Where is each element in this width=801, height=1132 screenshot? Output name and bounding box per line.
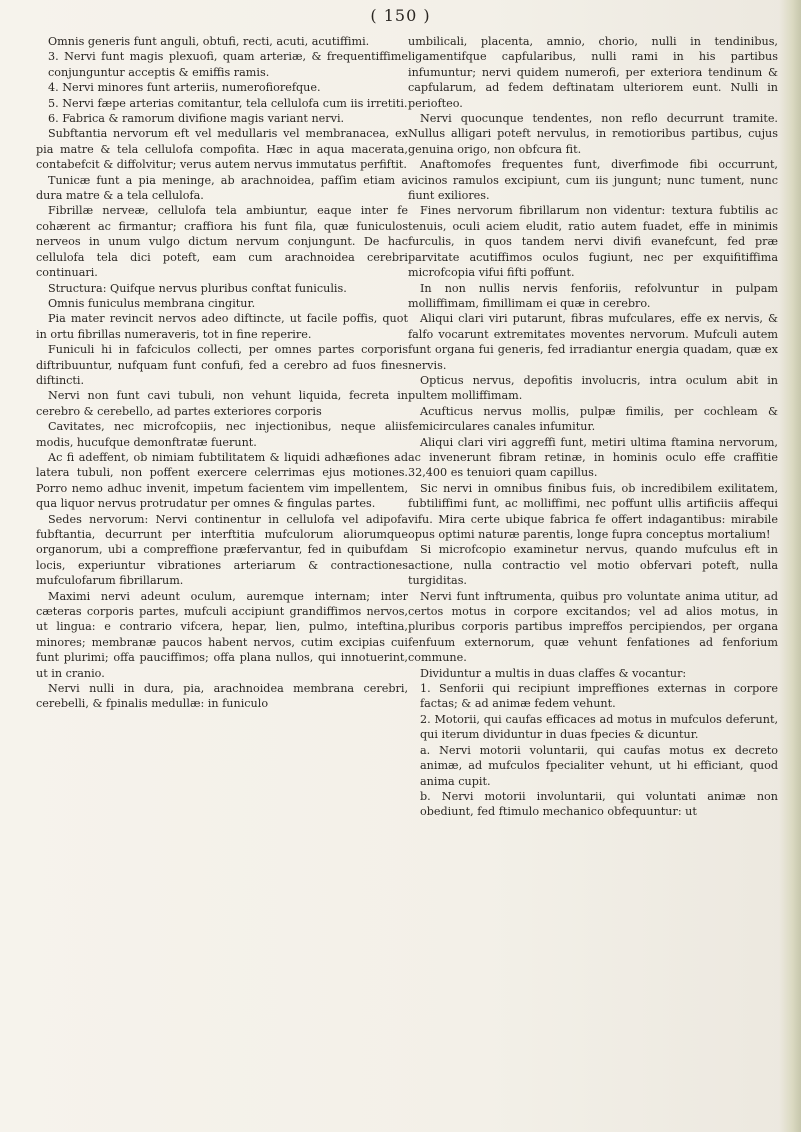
page-edge-shadow [779,0,801,1132]
paragraph: Fines nervorum fibrillarum non videntur: textura fubtilis ac tenuis, oculi aciem eludit, ratio autem fuadet, effe in minimis furculis, in quos tandem nervi divifi evanefcunt, fed præ parvitate acutiffimos oculos fugiunt, nec per exquifitiffima microfcopia vifui fifti poffunt. [408,204,778,280]
paragraph: 6. Fabrica & ramorum divifione magis variant nervi. [48,112,345,126]
paragraph: umbilicali, placenta, amnio, chorio, nulli in tendinibus, ligamentifque capfularibus, nulli rami in his partibus infumuntur; nervi quidem numerofi, per exteriora tendinum & capfularum, ad fedem deftinatam ulteriorem eunt. Nulli in periofteo. [408,35,778,110]
paragraph: 5. Nervi fæpe arterias comitantur, tela cellulofa cum iis irretiti. [48,96,408,110]
paragraph: 3. Nervi funt magis plexuofi, quam arteriæ, & frequentiffime conjunguntur acceptis & emiffis ramis. [48,50,408,79]
paragraph: Nervi nulli in dura, pia, arachnoidea membrana cerebri, cerebelli, & fpinalis medullæ: in funiculo [36,682,408,711]
paragraph: Pia mater revincit nervos adeo diftincte, ut facile poffis, quot in ortu fibrillas numeraveris, tot in fine reperire. [36,312,408,341]
paragraph: Funiculi hi in fafciculos collecti, per omnes partes corporis diftribuuntur, nufquam funt confufi, fed a cerebro ad fuos fines diftincti. [36,343,408,387]
paragraph: 4. Nervi minores funt arteriis, numerofiorefque. [48,81,321,95]
paragraph: Fibrillæ nerveæ, cellulofa tela ambiuntur, eaque inter fe cohærent ac firmantur; craffiora his funt fila, quæ funiculos nerveos in unum vulgo dictum nervum conjungunt. De hac cellulofa tela dici poteft, eam cum arachnoidea cerebri continuari. [36,204,408,280]
paragraph: 1. Senforii qui recipiunt impreffiones externas in corpore factas; & ad animæ fedem vehunt. [420,682,778,711]
paragraph: Aliqui clari viri putarunt, fibras mufculares, effe ex nervis, & falfo vocarunt extremitates moventes nervorum. Mufculi autem funt organa fui generis, fed irradiantur energia quadam, quæ ex nervis. [408,312,778,372]
paragraph: Structura: Quifque nervus pluribus conftat funiculis. [48,281,347,295]
paragraph: Acufticus nervus mollis, pulpæ fimilis, per cochleam & femicirculares canales infumitur. [408,404,778,434]
paragraph: b. Nervi motorii involuntarii, qui voluntati animæ non obediunt, fed ftimulo mechanico obfequuntur: ut [420,789,778,819]
page-number: ( 150 ) [370,6,431,25]
paragraph: Si microfcopio examinetur nervus, quando mufculus eft in actione, nulla contractio vel motio obfervari poteft, nulla turgiditas. [408,543,778,588]
paragraph: Sic nervi in omnibus finibus fuis, ob incredibilem exilitatem, fubtiliffimi funt, ac molliffimi, nec poffunt ullis artificiis affequi vifu. Mira certe ubique fabrica fe offert indagantibus: mirabile opus optimi naturæ parentis, longe fupra conceptus mortalium! [408,481,778,541]
paragraph: Omnis generis funt anguli, obtufi, recti, acuti, acutiffimi. [48,35,370,48]
paragraph: a. Nervi motorii voluntarii, qui caufas motus ex decreto animæ, ad mufculos fpecialiter vehunt, ut hi efficiant, quod anima cupit. [420,743,778,788]
paragraph: Opticus nervus, depofitis involucris, intra oculum abit in pultem molliffimam. [408,373,778,403]
paragraph: Cavitates, nec microfcopiis, nec injectionibus, neque aliis modis, hucufque demonftratæ fuerunt. [36,420,408,449]
paragraph: Ac fi adeffent, ob nimiam fubtilitatem & liquidi adhæfiones ad latera tubuli, non poffent exercere celerrimas ejus motiones. Porro nemo adhuc invenit, impetum facientem vim impellentem, qua liquor nervus protrudatur per omnes & fingulas partes. [36,450,408,511]
paragraph: Subftantia nervorum eft vel medullaris vel membranacea, ex pia matre & tela cellulofa compofita. Hæc in aqua macerata, contabefcit & diffolvitur; verus autem nervus immutatus perfiftit. [36,127,408,172]
right-column [408,34,778,820]
paragraph: Nervi funt inftrumenta, quibus pro voluntate anima utitur, ad certos motus in corpore excitandos; vel ad alios motus, in pluribus corporis partibus impreffos percipiendos, per organa fenfuum externorum, quæ vehunt fenfationes ad fenforium commune. [408,589,778,665]
paragraph: Sedes nervorum: Nervi continentur in cellulofa vel adipofa fubftantia, decurrunt per interftitia mufculorum aliorumque organorum, ubi a compreffione præfervantur, fed in quibufdam locis, experiuntur vibrationes arteriarum & contractiones mufculofarum fibrillarum. [36,512,408,588]
paragraph: Nervi non funt cavi tubuli, non vehunt liquida, fecreta in cerebro & cerebello, ad partes exteriores corporis [36,389,408,418]
left-column [36,34,408,712]
paragraph: Aliqui clari viri aggreffi funt, metiri ultima ftamina nervorum, ac invenerunt fibram retinæ, in hominis oculo effe craffitie 32,400 es tenuiori quam capillus. [408,435,778,480]
paragraph: Nervi quocunque tendentes, non reflo decurrunt tramite. Nullus alligari poteft nervulus, in remotioribus partibus, cujus genuina origo, non obfcura fit. [408,112,778,156]
paragraph: Tunicæ funt a pia meninge, ab arachnoidea, pafſim etiam a dura matre & a tela cellulofa. [36,173,408,203]
paragraph: Maximi nervi adeunt oculum, auremque internam; inter cæteras corporis partes, mufculi accipiunt grandiffimos nervos, ut lingua: e contrario vifcera, hepar, lien, pulmo, inteftina, minores; membranæ paucos habent nervos, cutim excipias cui funt plurimi; offa pauciffimos; offa plana nullos, qui innotuerint, ut in cranio. [36,589,408,680]
paragraph: Dividuntur a multis in duas claffes & vocantur: [420,666,687,680]
paragraph: In non nullis nervis fenforiis, refolvuntur in pulpam molliffimam, fimillimam ei quæ in cerebro. [408,281,778,310]
paragraph: 2. Motorii, qui caufas efficaces ad motus in mufculos deferunt, qui iterum dividuntur in duas fpecies & dicuntur. [420,712,778,742]
paragraph: Omnis funiculus membrana cingitur. [48,296,256,310]
paragraph: Anaftomofes frequentes funt, diverfimode fibi occurrunt, vicinos ramulos excipiunt, cum iis jungunt; nunc tument, nunc fiunt exiliores. [408,158,778,203]
